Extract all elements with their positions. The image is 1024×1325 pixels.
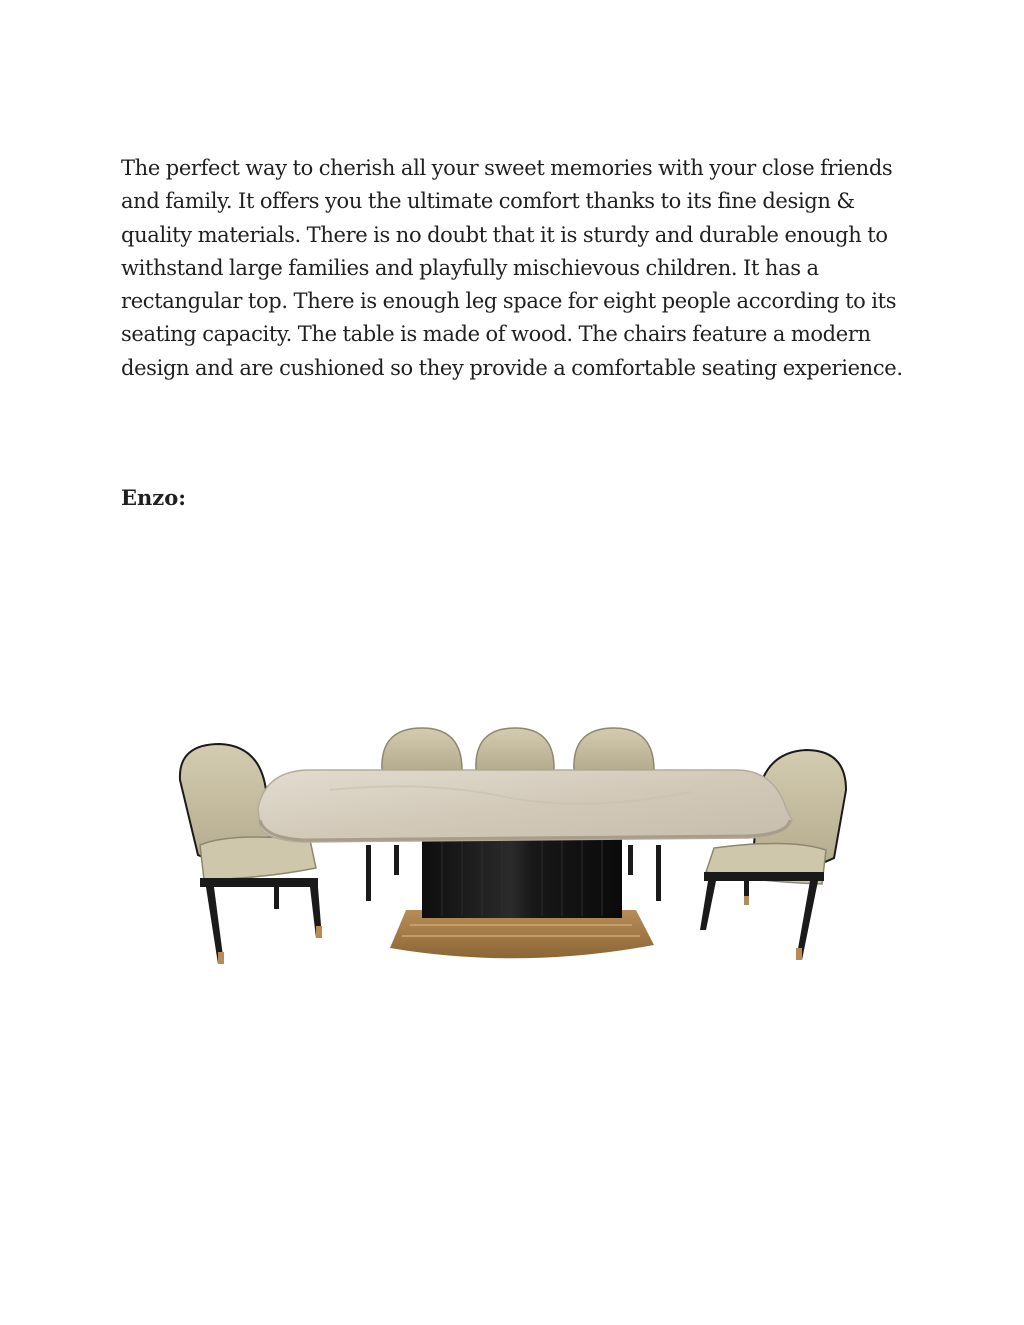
dining-set-image [170, 720, 860, 975]
table-base [390, 836, 654, 958]
product-heading: Enzo: [121, 485, 186, 510]
back-chair-center [476, 728, 554, 770]
dining-set-illustration [170, 720, 860, 975]
tabletop [258, 770, 792, 842]
description-paragraph: The perfect way to cherish all your sweet memories with your close friends and family. It offers you the ultimate comfort thanks to its fine design & quality materials. There is no doubt that it is sturdy and durable enough to withstand large families and playfully mischievous children. It has a rectangular top. There is enough leg space for eight people according to its seating capacity. The table is made of wood. The chairs feature a modern design and are cushioned so they provide a comfortable seating experience. [121, 156, 903, 380]
